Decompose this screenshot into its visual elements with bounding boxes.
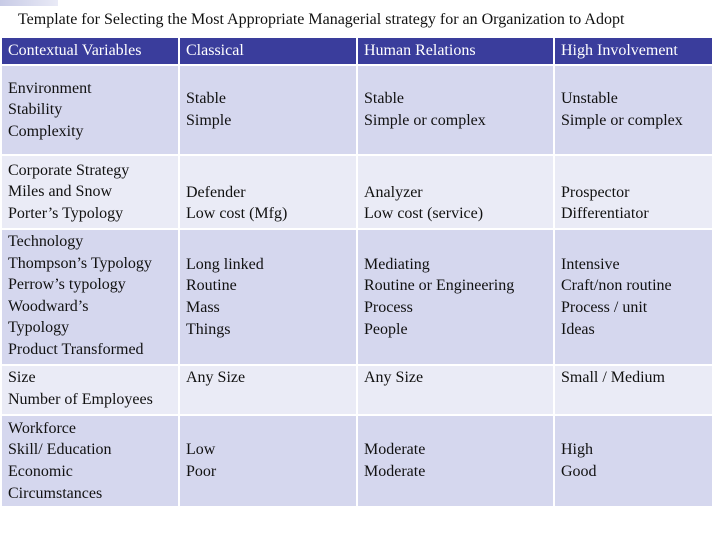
- cell-text: Economic: [8, 463, 73, 480]
- cell-text: Defender: [186, 183, 246, 201]
- cell-text: Environment: [8, 79, 92, 97]
- cell-text: Simple: [186, 112, 232, 129]
- cell-text: Differentiator: [561, 205, 649, 223]
- cell-text: Long linked: [186, 255, 264, 273]
- cell-text: Stable: [364, 90, 404, 108]
- cell-text: Things: [186, 320, 231, 338]
- cell-text: Skill/ Education: [8, 441, 112, 459]
- cell-text: Low: [186, 441, 216, 459]
- cell-text: Mass: [186, 299, 220, 316]
- cell-text: Craft/non routine: [561, 277, 672, 295]
- cell-text: Any Size: [186, 369, 246, 386]
- header-classical: Classical: [180, 38, 356, 64]
- cell-text: Mediating: [364, 255, 430, 273]
- variable-cell: [2, 416, 178, 506]
- cell-text: Stability: [8, 101, 63, 119]
- cell-text: Perrow’s typology: [8, 276, 126, 294]
- cell-text: Good: [561, 463, 597, 480]
- table-row: [2, 230, 712, 364]
- corner-decoration: [0, 0, 58, 6]
- cell-text: Simple or complex: [561, 112, 683, 129]
- variable-cell: [2, 156, 178, 228]
- cell-text: Woodward’s: [8, 297, 89, 315]
- cell-text: Complexity: [8, 122, 84, 140]
- variable-cell: [2, 66, 178, 154]
- cell-text: Small / Medium: [561, 369, 665, 386]
- human-relations-cell: [358, 66, 553, 154]
- cell-text: Analyzer: [364, 183, 423, 201]
- variable-cell: [2, 230, 178, 364]
- cell-text: Moderate: [364, 441, 426, 459]
- cell-text: Low cost (service): [364, 205, 484, 223]
- classical-cell: [180, 416, 356, 506]
- human-relations-cell: [358, 230, 553, 364]
- cell-text: Routine: [186, 277, 237, 295]
- cell-text: Process / unit: [561, 299, 648, 316]
- high-involvement-cell: [555, 66, 712, 154]
- cell-text: Simple or complex: [364, 112, 486, 129]
- human-relations-cell: [358, 156, 553, 228]
- high-involvement-cell: [555, 156, 712, 228]
- cell-text: Low cost (Mfg): [186, 205, 288, 223]
- cell-text: Routine or Engineering: [364, 277, 515, 295]
- high-involvement-cell: [555, 416, 712, 506]
- table-row: [2, 416, 712, 506]
- variable-cell: [2, 366, 178, 414]
- cell-text: Circumstances: [8, 484, 103, 502]
- cell-text: High: [561, 441, 593, 459]
- classical-cell: [180, 366, 356, 414]
- high-involvement-cell: [555, 366, 712, 414]
- cell-text: Corporate Strategy: [8, 161, 130, 179]
- high-involvement-cell: [555, 230, 712, 364]
- cell-text: Unstable: [561, 90, 618, 108]
- classical-cell: [180, 156, 356, 228]
- table-row: [2, 156, 712, 228]
- cell-text: Workforce: [8, 419, 77, 437]
- header-high-involvement: High Involvement: [555, 38, 712, 64]
- cell-text: Any Size: [364, 369, 424, 386]
- cell-text: Ideas: [561, 320, 595, 338]
- strategy-table: [0, 36, 714, 508]
- cell-text: Typology: [8, 319, 70, 337]
- cell-text: Size: [8, 369, 36, 386]
- cell-text: People: [364, 320, 408, 338]
- human-relations-cell: [358, 416, 553, 506]
- cell-text: Moderate: [364, 463, 426, 480]
- classical-cell: [180, 66, 356, 154]
- cell-text: Poor: [186, 463, 217, 480]
- classical-cell: [180, 230, 356, 364]
- cell-text: Stable: [186, 90, 226, 108]
- cell-text: Product Transformed: [8, 340, 144, 358]
- header-human-relations: Human Relations: [358, 38, 553, 64]
- header-contextual-variables: Contextual Variables: [2, 38, 178, 64]
- table-row: [2, 66, 712, 154]
- table-header-row: [2, 38, 712, 64]
- cell-text: Prospector: [561, 183, 630, 201]
- cell-text: Process: [364, 299, 413, 316]
- cell-text: Porter’s Typology: [8, 204, 124, 222]
- cell-text: Thompson’s Typology: [8, 254, 152, 272]
- cell-text: Intensive: [561, 255, 620, 273]
- human-relations-cell: [358, 366, 553, 414]
- page-title: Template for Selecting the Most Appropriate Managerial strategy for an Organization to Adopt: [18, 11, 625, 28]
- cell-text: Number of Employees: [8, 390, 153, 408]
- table-row: [2, 366, 712, 414]
- cell-text: Miles and Snow: [8, 183, 112, 201]
- cell-text: Technology: [8, 233, 84, 250]
